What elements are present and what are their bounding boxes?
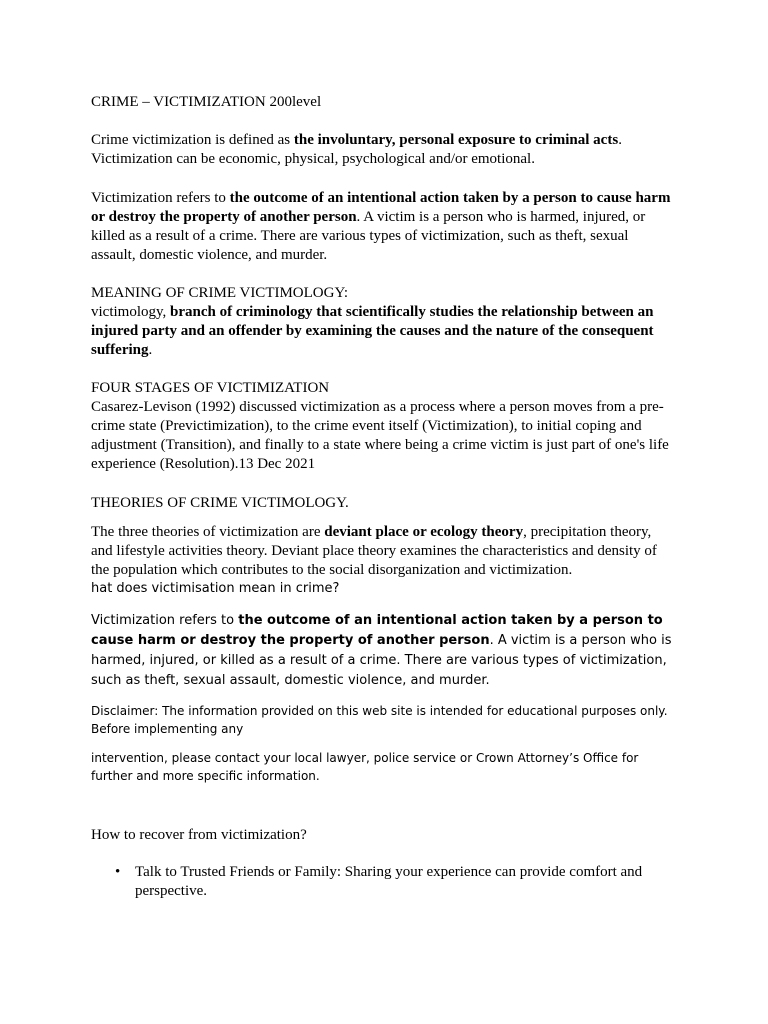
meaning-paragraph bbox=[91, 303, 675, 360]
repeat-bold-text: the outcome of an intentional action taken by a person to cause harm or destroy the property of another person bbox=[91, 613, 663, 648]
meaning-text-end: . bbox=[148, 342, 153, 358]
victimization-paragraph bbox=[91, 189, 675, 265]
theories-text-end: , precipitation theory, and lifestyle activities theory. Deviant place theory examines the characteristics and density of the population which contributes to the social disorganization and victimization. bbox=[91, 524, 657, 578]
list-item bbox=[91, 863, 675, 901]
theories-heading: THEORIES OF CRIME VICTIMOLOGY. bbox=[91, 495, 349, 511]
definition-bold-text: the involuntary, personal exposure to criminal acts bbox=[293, 132, 619, 148]
definition-text-end: . Victimization can be economic, physical, psychological and/or emotional. bbox=[91, 132, 622, 167]
theories-paragraph bbox=[91, 523, 675, 580]
definition-paragraph bbox=[91, 131, 675, 169]
meaning-heading: MEANING OF CRIME VICTIMOLOGY: bbox=[91, 285, 349, 301]
victimization-text: Victimization refers to bbox=[91, 190, 230, 206]
victimization-paragraph-repeat bbox=[91, 611, 675, 691]
stages-paragraph: Casarez-Levison (1992) discussed victimization as a process where a person moves from a pre-crime state (Previctimization), to the crime event itself (Victimization), to initial coping and adjustment (Transition), and finally to a state where being a crime victim is just part of one's life experience (Resolution).13 Dec 2021 bbox=[91, 399, 669, 472]
disclaimer-paragraph: Disclaimer: The information provided on this web site is intended for educational purposes only. Before implementing any bbox=[91, 704, 668, 736]
definition-text: Crime victimization is defined as bbox=[91, 132, 294, 148]
meaning-bold-text: branch of criminology that scientifically studies the relationship between an injured party and an offender by examining the causes and the nature of the consequent suffering bbox=[91, 304, 654, 358]
victimization-bold-text: the outcome of an intentional action taken by a person to cause harm or destroy the property of another person bbox=[91, 190, 671, 225]
bullet-marker: • bbox=[115, 864, 121, 880]
meaning-text: victimology, bbox=[91, 304, 171, 320]
theories-bold-text: deviant place or ecology theory bbox=[324, 524, 524, 540]
document-title: CRIME – VICTIMIZATION 200level bbox=[91, 94, 322, 110]
repeat-text-end: . A victim is a person who is harmed, injured, or killed as a result of a crime. There are various types of victimization, such as theft, sexual assault, domestic violence, and murder. bbox=[91, 633, 672, 688]
recover-tips-list bbox=[91, 863, 675, 901]
disclaimer-continuation: intervention, please contact your local lawyer, police service or Crown Attorney’s Office for further and more specific information. bbox=[91, 751, 639, 783]
question-line: hat does victimisation mean in crime? bbox=[91, 581, 340, 596]
recover-heading: How to recover from victimization? bbox=[91, 827, 307, 843]
theories-text: The three theories of victimization are bbox=[91, 524, 325, 540]
stages-heading: FOUR STAGES OF VICTIMIZATION bbox=[91, 380, 330, 396]
repeat-text: Victimization refers to bbox=[91, 613, 239, 628]
victimization-text-end: . A victim is a person who is harmed, injured, or killed as a result of a crime. There are various types of victimization, such as theft, sexual assault, domestic violence, and murder. bbox=[91, 209, 646, 263]
list-item-text: Talk to Trusted Friends or Family: Sharing your experience can provide comfort and perspective. bbox=[135, 864, 643, 899]
